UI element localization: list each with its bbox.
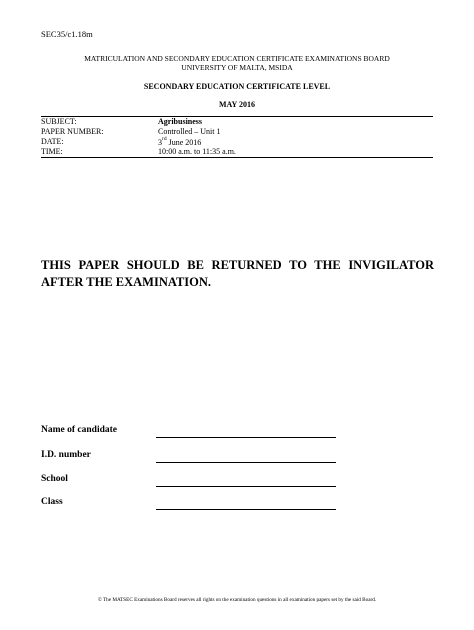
paper-number-value: Controlled – Unit 1 <box>158 127 221 136</box>
time-row <box>41 147 433 157</box>
return-notice-line-2: AFTER THE EXAMINATION. <box>41 275 212 289</box>
id-number-line <box>156 462 336 463</box>
school-line <box>156 486 336 487</box>
board-location: UNIVERSITY OF MALTA, MSIDA <box>181 63 293 72</box>
date-month-year: June 2016 <box>166 138 202 147</box>
class-line <box>156 509 336 510</box>
subject-label: SUBJECT: <box>41 117 77 126</box>
time-label: TIME: <box>41 147 63 156</box>
details-bottom-rule <box>41 157 433 158</box>
board-name: MATRICULATION AND SECONDARY EDUCATION CERTIFICATE EXAMINATIONS BOARD <box>84 54 390 63</box>
exam-details <box>41 117 433 157</box>
paper-number-label: PAPER NUMBER: <box>41 127 104 136</box>
candidate-name-label: Name of candidate <box>41 425 117 435</box>
subject-value: Agribusiness <box>158 117 203 126</box>
candidate-name-field <box>41 425 341 439</box>
exam-session: MAY 2016 <box>218 100 256 109</box>
class-label: Class <box>41 497 63 507</box>
return-notice-line-1: THIS PAPER SHOULD BE RETURNED TO THE INVIGILATOR <box>41 258 434 272</box>
paper-number-row <box>41 127 433 137</box>
candidate-name-line <box>156 437 336 438</box>
certificate-level: SECONDARY EDUCATION CERTIFICATE LEVEL <box>143 82 331 91</box>
date-day: 3 <box>158 138 162 147</box>
time-value: 10:00 a.m. to 11:35 a.m. <box>158 147 236 156</box>
subject-row <box>41 117 433 127</box>
school-label: School <box>41 474 68 484</box>
return-notice <box>41 257 434 291</box>
date-ordinal-suffix: rd <box>162 136 167 142</box>
class-field <box>41 497 341 511</box>
document-code: SEC35/c1.18m <box>41 29 93 39</box>
school-field <box>41 474 341 488</box>
date-label: DATE: <box>41 137 64 146</box>
date-row <box>41 137 433 147</box>
copyright-notice: © The MATSEC Examinations Board reserves all rights on the examination questions in all examination papers set by the said Board. <box>97 597 377 603</box>
id-number-field <box>41 450 341 464</box>
id-number-label: I.D. number <box>41 450 91 460</box>
